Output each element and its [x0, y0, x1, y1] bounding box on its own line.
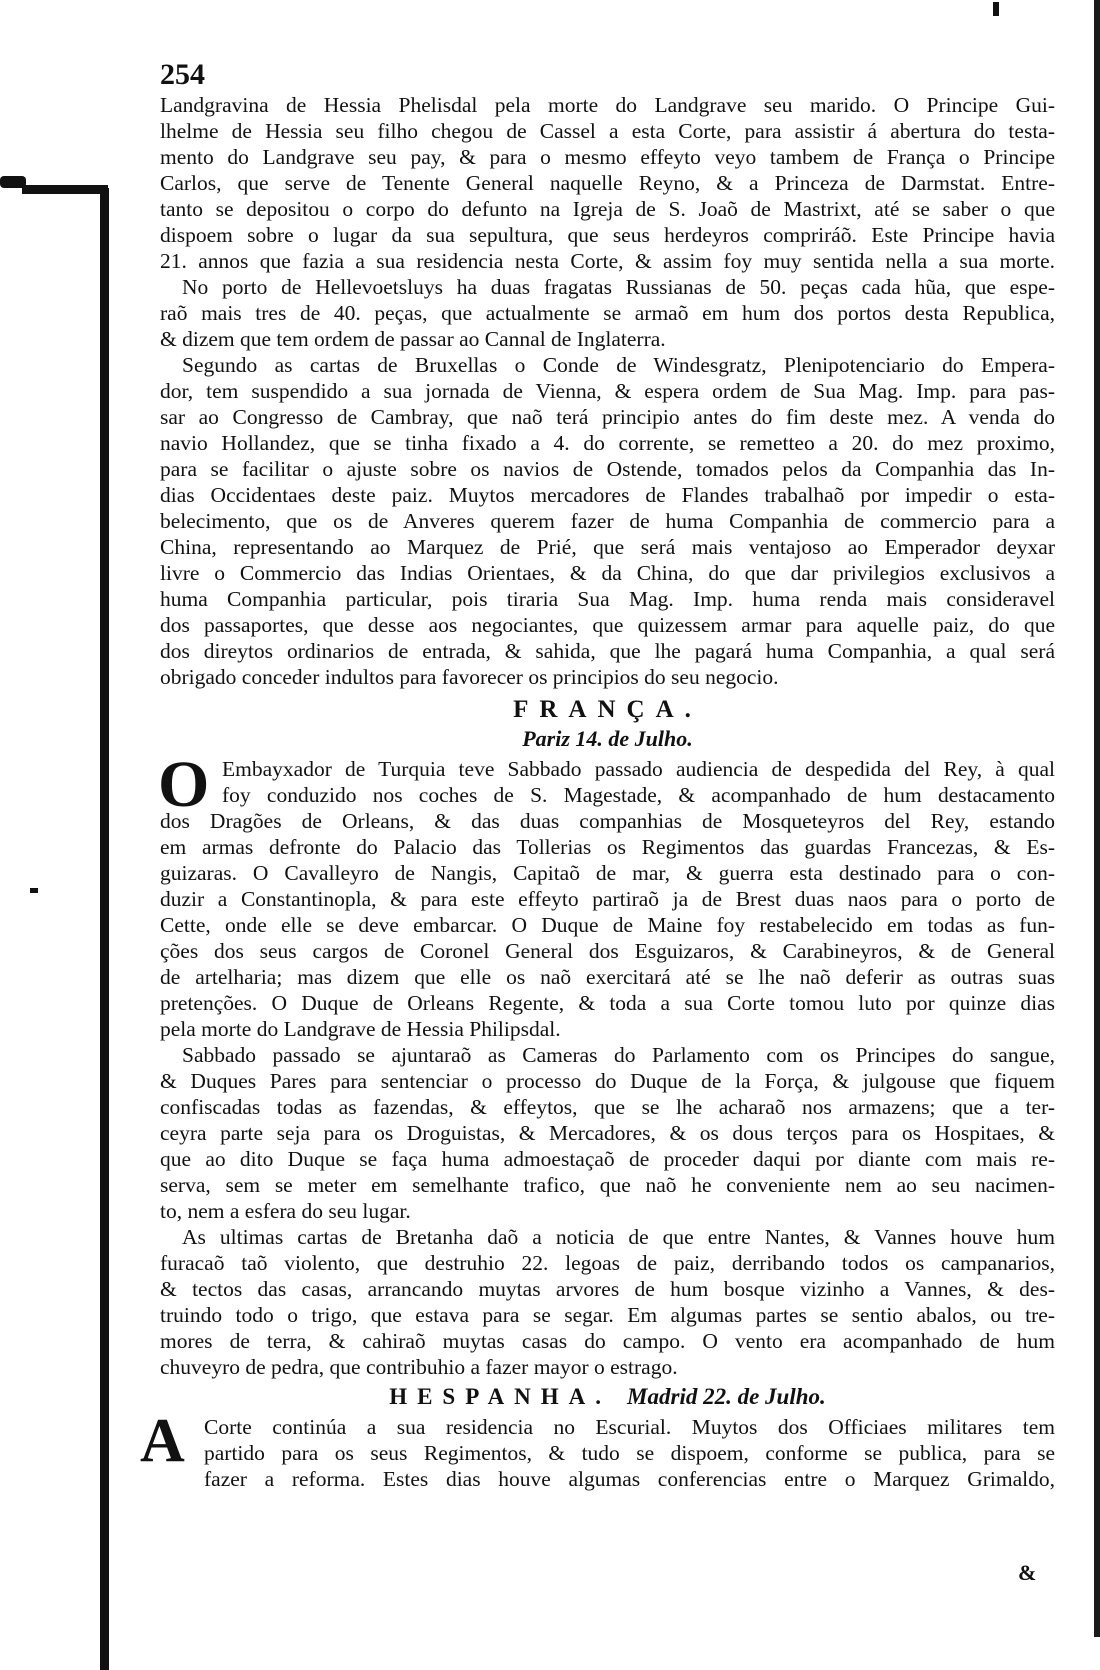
text-line: China, representando ao Marquez de Prié, que será mais ventajoso ao Emperador deyxar [160, 535, 1055, 559]
page-number: 254 [160, 58, 205, 91]
text-line: dias Occidentaes deste paiz. Muytos mercadores de Flandes trabalhaõ por impedir o esta- [160, 483, 1055, 507]
text-line: raõ mais tres de 40. peças, que actualmente se armaõ em hum dos portos desta Republica, [160, 301, 1055, 325]
text-line: guizaras. O Cavalleyro de Nangis, Capitaõ de mar, & guerra esta destinado para o con- [160, 861, 1055, 885]
text-line: huma Companhia particular, pois tiraria Sua Mag. Imp. huma renda mais consideravel [160, 587, 1055, 611]
text-line: belecimento, que os de Anveres querem fazer de huma Companhia de commercio para a [160, 509, 1055, 533]
text-line: & Duques Pares para sentenciar o processo do Duque de la Força, & julgouse que fiquem [160, 1069, 1055, 1093]
text-line: furacaõ taõ violento, que destruhio 22. legoas de paiz, derribando todos os campanarios, [160, 1251, 1055, 1275]
text-line: Embayxador de Turquia teve Sabbado passado audiencia de despedida del Rey, à qual [222, 757, 1055, 781]
text-line: lhelme de Hessia seu filho chegou de Cassel a esta Corte, para assistir á abertura do testa- [160, 119, 1055, 143]
drop-cap: O [158, 748, 210, 821]
text-line: para se facilitar o ajuste sobre os navios de Ostende, tomados pelos da Companhia das In- [160, 457, 1055, 481]
text-line: que ao dito Duque se faça huma admoestaçaõ de proceder daqui por diante com mais re- [160, 1147, 1055, 1171]
text-line: dor, tem suspendido a sua jornada de Vienna, & espera ordem de Sua Mag. Imp. para pas- [160, 379, 1055, 403]
text-line: duzir a Constantinopla, & para este effeyto partiraõ ja de Brest duas naos para o porto de [160, 887, 1055, 911]
text-line: em armas defronte do Palacio das Tollerias os Regimentos das guardas Francezas, & Es- [160, 835, 1055, 859]
text-line: dos passaportes, que desse aos negociantes, que quizessem armar para aquelle paiz, do que [160, 613, 1055, 637]
drop-cap: A [140, 1407, 185, 1475]
text-line: mento do Landgrave seu pay, & para o mesmo effeyto veyo tambem de França o Principe [160, 145, 1055, 169]
text-line: dos direytos ordinarios de entrada, & sahida, que lhe pagará huma Companhia, a qual será [160, 639, 1055, 663]
binding-shadow [100, 188, 109, 1670]
text-line: Cette, onde elle se deve embarcar. O Duque de Maine foy restabelecido em todas as fun- [160, 913, 1055, 937]
text-line: & dizem que tem ordem de passar ao Cannal de Inglaterra. [160, 327, 666, 351]
text-line: 21. annos que fazia a sua residencia nesta Corte, & assim foy muy sentida nella a sua morte. [160, 249, 1055, 273]
text-line: navio Hollandez, que se tinha fixado a 4. do corrente, se remetteo a 20. do mez proximo, [160, 431, 1055, 455]
text-line: fazer a reforma. Estes dias houve algumas conferencias entre o Marquez Grimaldo, [204, 1467, 1055, 1491]
text-line: serva, sem se meter em semelhante trafico, que naõ he conveniente nem ao seu nacimen- [160, 1173, 1055, 1197]
text-line: pela morte do Landgrave de Hessia Philipsdal. [160, 1017, 561, 1041]
text-line: Sabbado passado se ajuntaraõ as Cameras do Parlamento com os Principes do sangue, [182, 1043, 1055, 1067]
text-line: dispoem sobre o lugar da sua sepultura, que seus herdeyros compriráõ. Este Principe havia [160, 223, 1055, 247]
text-line: livre o Commercio das Indias Orientaes, & da China, do que dar privilegios exclusivos a [160, 561, 1055, 585]
text-line: foy conduzido nos coches de S. Magestade, & acompanhado de hum destacamento [222, 783, 1055, 807]
text-line: obrigado conceder indultos para favorecer os principios do seu negocio. [160, 665, 779, 689]
text-line: No porto de Hellevoetsluys ha duas fragatas Russianas de 50. peças cada hũa, que espe- [182, 275, 1055, 299]
scan-edge [1094, 0, 1100, 1637]
text-line: tanto se depositou o corpo do defunto na Igreja de S. Joaõ de Mastrixt, até se saber o que [160, 197, 1055, 221]
text-line: de artelharia; mas dizem que elle os naõ exercitará até se lhe naõ deferir as outras suas [160, 965, 1055, 989]
scan-mark [30, 888, 38, 893]
text-line: confiscadas todas as fazendas, & effeytos, que se lhe acharaõ nos armazens; que a ter- [160, 1095, 1055, 1119]
text-line: dos Dragões de Orleans, & das duas companhias de Mosqueteyros del Rey, estando [160, 809, 1055, 833]
text-line: chuveyro de pedra, que contribuhio a fazer mayor o estrago. [160, 1355, 678, 1379]
spain-heading: HESPANHA. [389, 1384, 612, 1409]
binding-shadow [22, 185, 108, 194]
text-line: ções dos seus cargos de Coronel General dos Esguizaros, & Carabineyros, & de General [160, 939, 1055, 963]
catchword: & [1018, 1560, 1037, 1585]
dateline-madrid: Madrid 22. de Julho. [627, 1384, 826, 1409]
scan-mark [993, 2, 999, 16]
dateline-paris: Pariz 14. de Julho. [522, 726, 693, 751]
text-line: Segundo as cartas de Bruxellas o Conde de Windesgratz, Plenipotenciario do Empera- [182, 353, 1055, 377]
text-line: & tectos das casas, arrancando muytas arvores de hum bosque vizinho a Vannes, & des- [160, 1277, 1055, 1301]
text-line: sar ao Congresso de Cambray, que naõ terá principio antes do fim deste mez. A venda do [160, 405, 1055, 429]
text-line: pretenções. O Duque de Orleans Regente, & toda a sua Corte tomou luto por quinze dias [160, 991, 1055, 1015]
text-line: truindo todo o trigo, que estava para se segar. Em algumas partes se sentio abalos, ou tre- [160, 1303, 1055, 1327]
section-heading-france: FRANÇA. [513, 696, 702, 723]
text-line: partido para os seus Regimentos, & tudo se dispoem, conforme se publica, para se [204, 1441, 1055, 1465]
text-line: Landgravina de Hessia Phelisdal pela morte do Landgrave seu marido. O Principe Gui- [160, 93, 1055, 117]
text-line: mores de terra, & cahiraõ muytas casas do campo. O vento era acompanhado de hum [160, 1329, 1055, 1353]
text-line: ceyra parte seja para os Droguistas, & Mercadores, & os dous terços para os Hospitaes, & [160, 1121, 1055, 1145]
text-line: to, nem a esfera do seu lugar. [160, 1199, 411, 1223]
text-line: Corte continúa a sua residencia no Escurial. Muytos dos Officiaes militares tem [204, 1415, 1055, 1439]
text-line: As ultimas cartas de Bretanha daõ a noticia de que entre Nantes, & Vannes houve hum [182, 1225, 1055, 1249]
text-line: Carlos, que serve de Tenente General naquelle Reyno, & a Princeza de Darmstat. Entre- [160, 171, 1055, 195]
section-heading-spain [160, 1384, 1055, 1410]
